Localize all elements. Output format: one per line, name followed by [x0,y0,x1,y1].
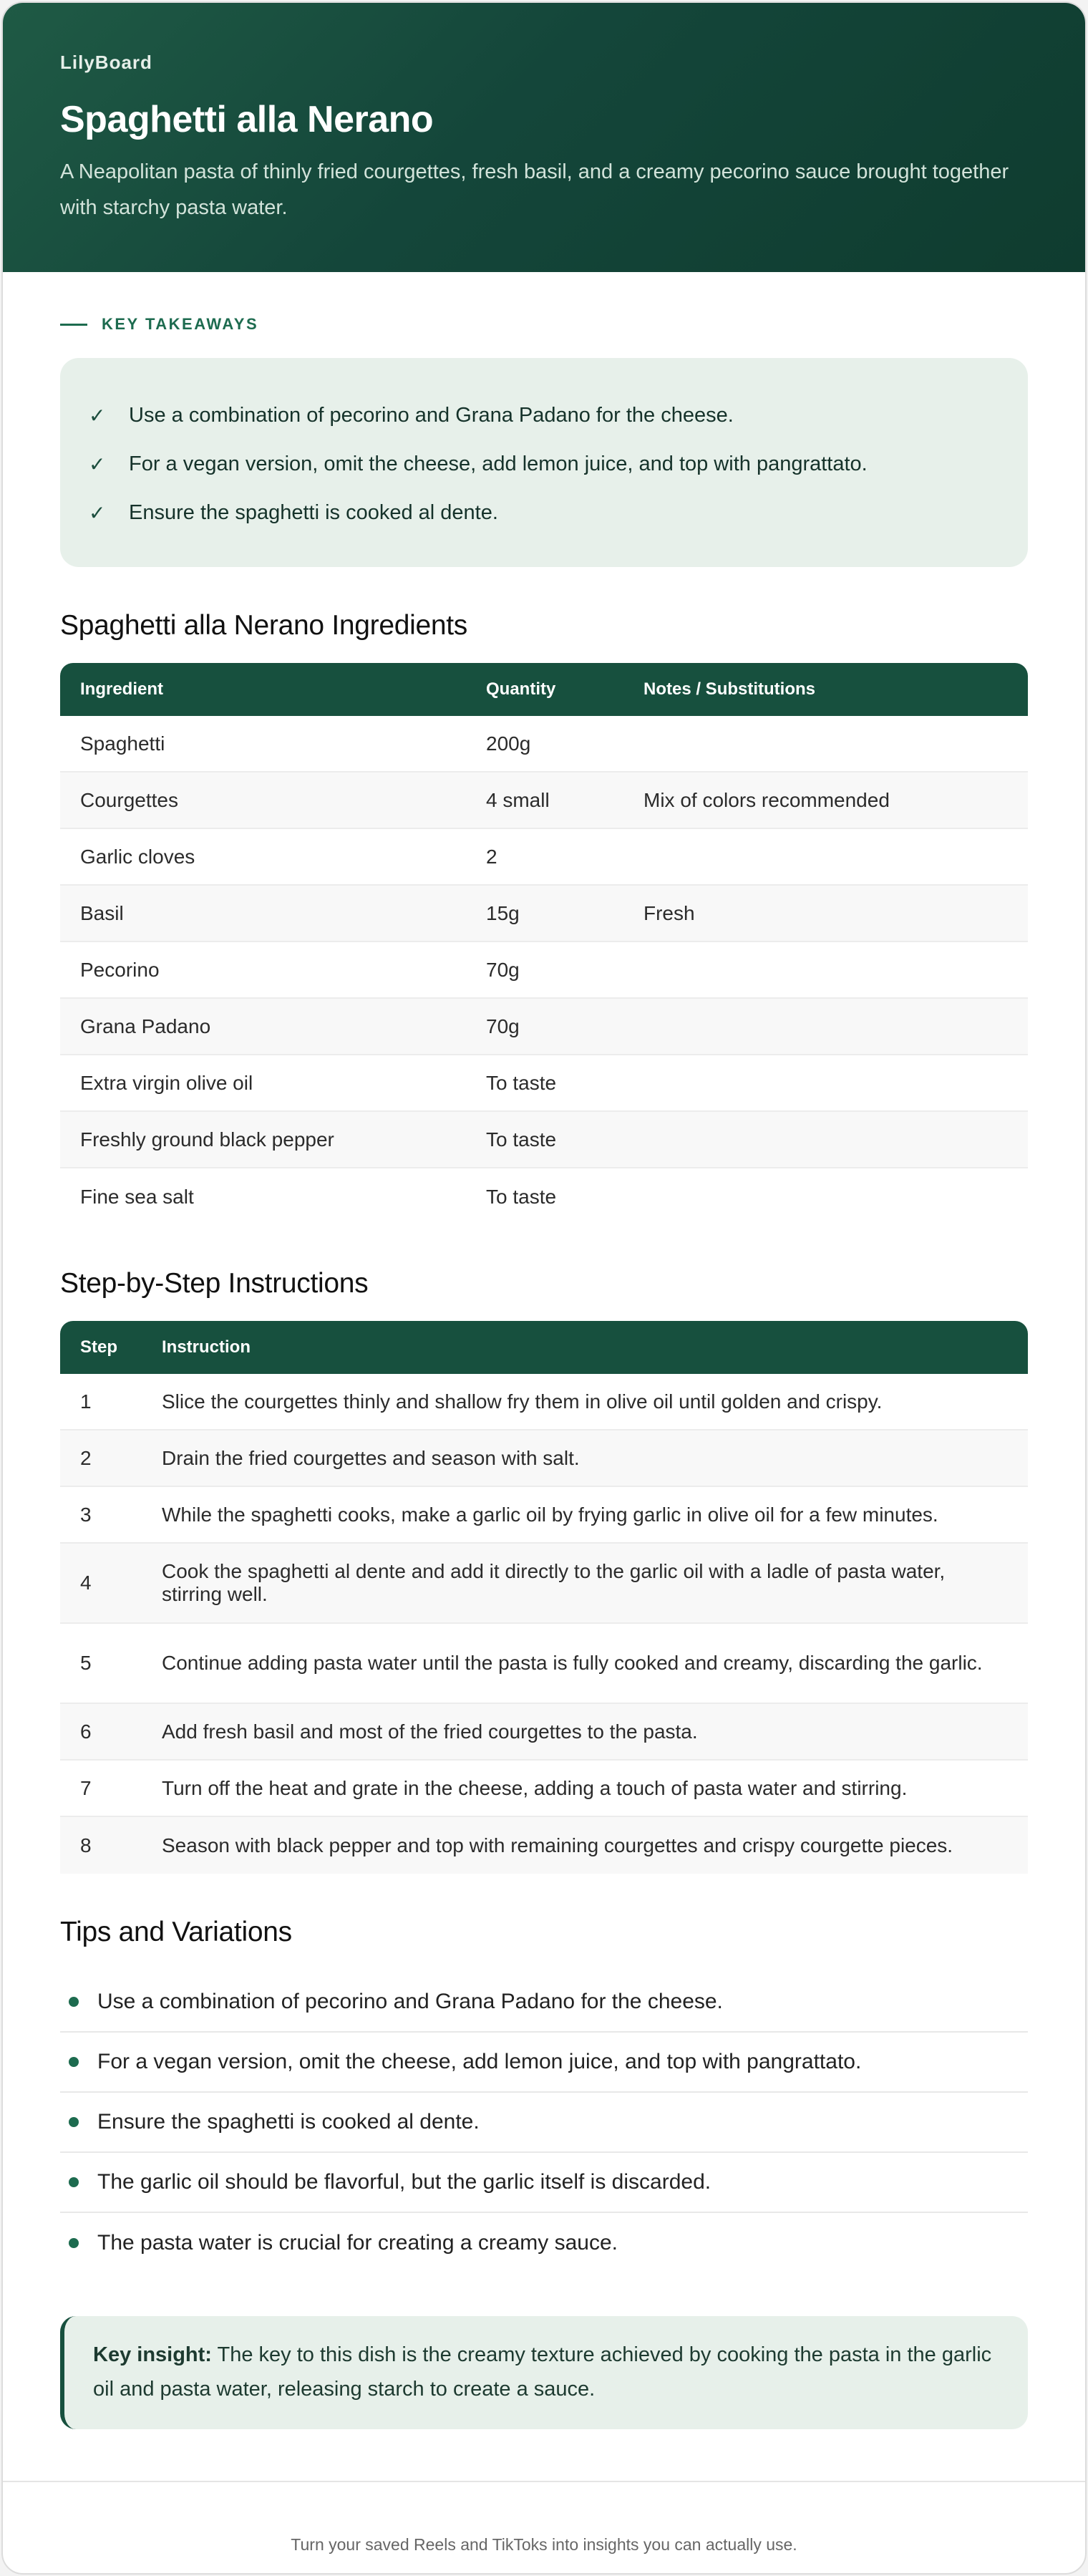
ingredient-quantity: 70g [466,999,623,1055]
table-row [60,1624,1028,1704]
footer-text: Turn your saved Reels and TikToks into insights you can actually use. [291,2535,797,2554]
step-number: 1 [60,1374,142,1430]
step-number: 4 [60,1544,142,1624]
bullet-dot-icon [69,2117,79,2127]
step-text: Cook the spaghetti al dente and add it directly to the garlic oil with a ladle of pasta water, stirring well. [142,1544,1028,1624]
step-text: Continue adding pasta water until the pasta is fully cooked and creamy, discarding the garlic. [142,1624,1028,1704]
table-row [60,1817,1028,1874]
column-header-notes: Notes / Substitutions [623,663,1028,716]
table-row [60,1055,1028,1112]
key-takeaways-panel [60,358,1028,567]
table-row [60,1374,1028,1430]
table-row [60,1544,1028,1624]
step-number: 3 [60,1487,142,1544]
ingredient-name: Spaghetti [60,716,466,773]
list-item [60,2033,1028,2093]
list-item [60,2153,1028,2213]
check-icon: ✓ [89,452,106,475]
ingredient-name: Pecorino [60,942,466,999]
bullet-dot-icon [69,2057,79,2067]
ingredient-notes: Fresh [623,886,1028,942]
ingredient-notes [623,999,1028,1055]
step-text: Add fresh basil and most of the fried courgettes to the pasta. [142,1704,1028,1761]
table-row [60,1430,1028,1487]
step-number: 2 [60,1430,142,1487]
tips-heading: Tips and Variations [60,1917,292,1947]
ingredient-quantity: 200g [466,716,623,773]
ingredients-table [60,663,1028,1225]
table-row [60,942,1028,999]
key-insight-text: The key to this dish is the creamy texture achieved by cooking the pasta in the garlic oil and pasta water, releasing starch to create a sauce. [93,2343,992,2401]
table-row [60,886,1028,942]
ingredient-name: Courgettes [60,773,466,829]
tip-text: The garlic oil should be flavorful, but the garlic itself is discarded. [97,2170,711,2194]
ingredient-notes [623,1055,1028,1112]
step-number: 7 [60,1761,142,1817]
page-description: A Neapolitan pasta of thinly fried courgettes, fresh basil, and a creamy pecorino sauce brought together with starchy pasta water. [60,160,1009,219]
table-row [60,1168,1028,1225]
key-insight-label: Key insight: [93,2343,212,2366]
step-text: Turn off the heat and grate in the cheese, adding a touch of pasta water and stirring. [142,1761,1028,1817]
takeaway-item [89,391,999,440]
check-icon: ✓ [89,404,106,427]
ingredient-name: Fine sea salt [80,1185,194,1208]
footer [3,2482,1085,2555]
ingredient-notes [623,942,1028,999]
page-title: Spaghetti alla Nerano [60,99,434,140]
tip-text: Use a combination of pecorino and Grana Padano for the cheese. [97,1990,723,2013]
table-row [60,1704,1028,1761]
step-text: Drain the fried courgettes and season with salt. [142,1430,1028,1487]
takeaway-text: Use a combination of pecorino and Grana Padano for the cheese. [129,403,734,427]
ingredient-notes [623,716,1028,773]
label-bar [60,324,87,326]
takeaway-item [89,488,999,537]
brand-name: LilyBoard [60,52,152,73]
bullet-dot-icon [69,2177,79,2187]
ingredient-quantity: To taste [466,1055,623,1112]
ingredient-quantity: 2 [466,829,623,886]
table-row [60,773,1028,829]
takeaway-item [89,440,999,488]
bullet-dot-icon [69,1997,79,2007]
ingredient-quantity: 70g [466,942,623,999]
instructions-table [60,1321,1028,1874]
ingredients-heading: Spaghetti alla Nerano Ingredients [60,610,467,641]
ingredient-notes [623,829,1028,886]
step-number: 8 [60,1817,142,1874]
check-icon: ✓ [89,501,106,524]
tip-text: The pasta water is crucial for creating a creamy sauce. [97,2231,618,2255]
step-text: Season with black pepper and top with remaining courgettes and crispy courgette pieces. [142,1817,1028,1874]
step-text: Slice the courgettes thinly and shallow fry them in olive oil until golden and crispy. [142,1374,1028,1430]
column-header-step: Step [60,1321,142,1374]
main-content [3,315,1085,2429]
table-row [60,999,1028,1055]
step-number: 5 [60,1624,142,1704]
ingredient-name: Garlic cloves [60,829,466,886]
tips-list [60,1972,1028,2273]
key-takeaways-label [60,315,1028,334]
table-row [60,1487,1028,1544]
ingredient-name: Basil [60,886,466,942]
key-insight-callout [60,2316,1028,2429]
hero-header [3,3,1085,272]
ingredient-quantity: To taste [466,1112,623,1168]
bullet-dot-icon [69,2238,79,2248]
recipe-page [1,1,1087,2575]
step-number: 6 [60,1704,142,1761]
column-header-instruction: Instruction [142,1321,1028,1374]
list-item [60,2213,1028,2273]
table-header-row [60,1321,1028,1374]
tip-text: Ensure the spaghetti is cooked al dente. [97,2110,480,2134]
takeaway-text: For a vegan version, omit the cheese, add lemon juice, and top with pangrattato. [129,452,868,475]
column-header-quantity: Quantity [466,663,623,716]
takeaway-text: Ensure the spaghetti is cooked al dente. [129,500,498,524]
column-header-ingredient: Ingredient [60,663,466,716]
list-item [60,2093,1028,2153]
ingredient-notes: Mix of colors recommended [623,773,1028,829]
table-row [60,1112,1028,1168]
table-row [60,716,1028,773]
ingredient-name: Extra virgin olive oil [60,1055,466,1112]
ingredient-notes [623,1168,1028,1225]
list-item [60,1972,1028,2033]
instructions-heading: Step-by-Step Instructions [60,1268,369,1299]
tip-text: For a vegan version, omit the cheese, add lemon juice, and top with pangrattato. [97,2050,862,2073]
ingredient-quantity: 4 small [466,773,623,829]
ingredient-quantity: To taste [486,1185,557,1208]
table-header-row [60,663,1028,716]
ingredient-name: Grana Padano [60,999,466,1055]
table-row [60,1761,1028,1817]
ingredient-name: Freshly ground black pepper [60,1112,466,1168]
ingredient-quantity: 15g [466,886,623,942]
key-takeaways-label-text: KEY TAKEAWAYS [102,315,259,333]
ingredient-notes [623,1112,1028,1168]
step-text: While the spaghetti cooks, make a garlic oil by frying garlic in olive oil for a few minutes. [142,1487,1028,1544]
table-row [60,829,1028,886]
